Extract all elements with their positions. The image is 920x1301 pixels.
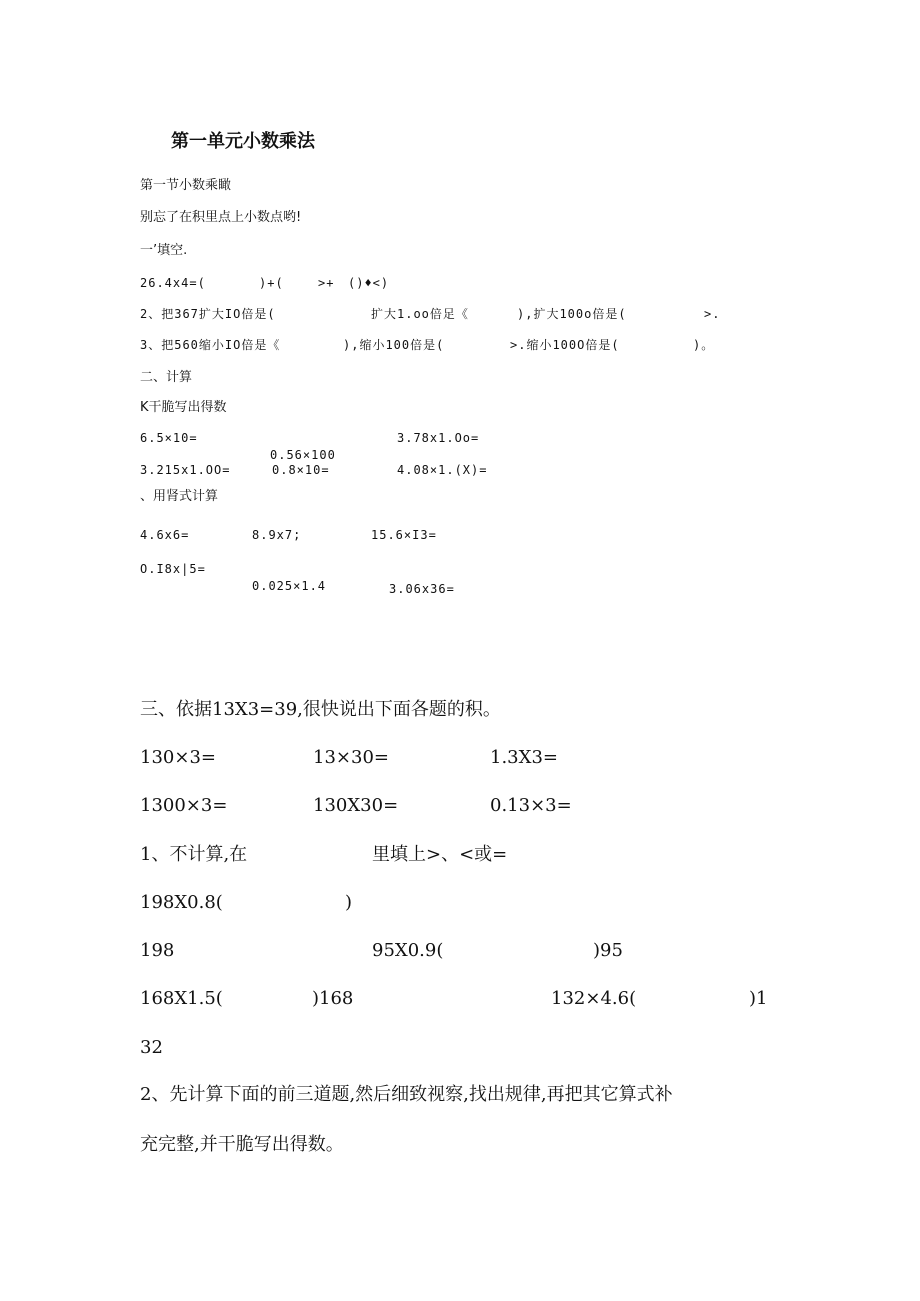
direct-problem: 6.5×10= bbox=[140, 431, 198, 445]
compare-item: 132×4.6( bbox=[551, 988, 637, 1009]
direct-problem-clipped: 0.56×100 bbox=[270, 448, 336, 462]
direct-problem: 4.08×1.(X)= bbox=[397, 463, 488, 477]
vertical-problem: 8.9x7; bbox=[252, 528, 302, 542]
vertical-problem: 0.025×1.4 bbox=[252, 579, 327, 593]
q3-part-d: )。 bbox=[693, 338, 715, 352]
section-title: 第一节小数乘瞰 bbox=[140, 178, 232, 193]
q1-part-a: 26.4x4=( bbox=[140, 276, 206, 290]
compare-item: 95X0.9( bbox=[372, 940, 444, 961]
compare-item: 168X1.5( bbox=[140, 988, 223, 1009]
q2-part-d: >. bbox=[704, 307, 721, 321]
compare-item: )95 bbox=[593, 940, 623, 961]
direct-problem: 3.215x1.OO= bbox=[140, 463, 231, 477]
q2-part-c: ),扩大100o倍是( bbox=[517, 307, 627, 321]
vertical-problem: O.I8x|5= bbox=[140, 562, 206, 576]
q2-part-b: 扩大1.oo倍足《 bbox=[371, 307, 469, 321]
compare-item: 198 bbox=[140, 940, 175, 961]
vertical-problem: 15.6×I3= bbox=[371, 528, 437, 542]
q3-part-b: ),缩小100倍是( bbox=[343, 338, 445, 352]
compare-item: )168 bbox=[312, 988, 354, 1009]
product-problem: 1.3X3= bbox=[490, 747, 558, 768]
compare-item: )1 bbox=[749, 988, 768, 1009]
pattern-instruction-line1: 2、先计算下面的前三道题,然后细致视察,找出规律,再把其它算式补 bbox=[140, 1084, 673, 1105]
part2-heading: 二、计算 bbox=[140, 370, 193, 385]
product-problem: 130×3= bbox=[140, 747, 216, 768]
product-problem: 13×30= bbox=[313, 747, 389, 768]
part1-heading: 一’填空. bbox=[140, 243, 188, 258]
part3-heading: 三、依据13X3=39,很快说出下面各题的积。 bbox=[140, 699, 501, 720]
vertical-problem: 4.6x6= bbox=[140, 528, 190, 542]
vertical-calc-label: 、用肾式计算 bbox=[140, 489, 219, 504]
compare-item: ) bbox=[345, 892, 353, 913]
vertical-problem: 3.06x36= bbox=[389, 582, 455, 596]
q1-part-b: )+( bbox=[259, 276, 284, 290]
compare-item: 32 bbox=[140, 1037, 163, 1058]
compare-item: 198X0.8( bbox=[140, 892, 223, 913]
pattern-instruction-line2: 充完整,并干脆写出得数。 bbox=[140, 1134, 344, 1155]
direct-answer-label: K干脆写出得数 bbox=[140, 400, 227, 415]
product-problem: 1300×3= bbox=[140, 795, 228, 816]
q3-part-c: >.缩小100O倍是( bbox=[510, 338, 620, 352]
direct-problem: 3.78x1.Oo= bbox=[397, 431, 480, 445]
reminder-text: 别忘了在积里点上小数点哟! bbox=[140, 210, 302, 225]
page-title: 第一单元小数乘法 bbox=[171, 131, 315, 152]
q2-part-a: 2、把367扩大IO倍是( bbox=[140, 307, 276, 321]
compare-heading-a: 1、不计算,在 bbox=[140, 844, 248, 865]
q1-part-d: ()♦<) bbox=[348, 276, 390, 290]
q3-part-a: 3、把560缩小IO倍是《 bbox=[140, 338, 281, 352]
compare-heading-b: 里填上>、<或= bbox=[372, 844, 508, 865]
q1-part-c: >+ bbox=[318, 276, 335, 290]
product-problem: 130X30= bbox=[313, 795, 399, 816]
product-problem: 0.13×3= bbox=[490, 795, 572, 816]
direct-problem: 0.8×10= bbox=[272, 463, 330, 477]
